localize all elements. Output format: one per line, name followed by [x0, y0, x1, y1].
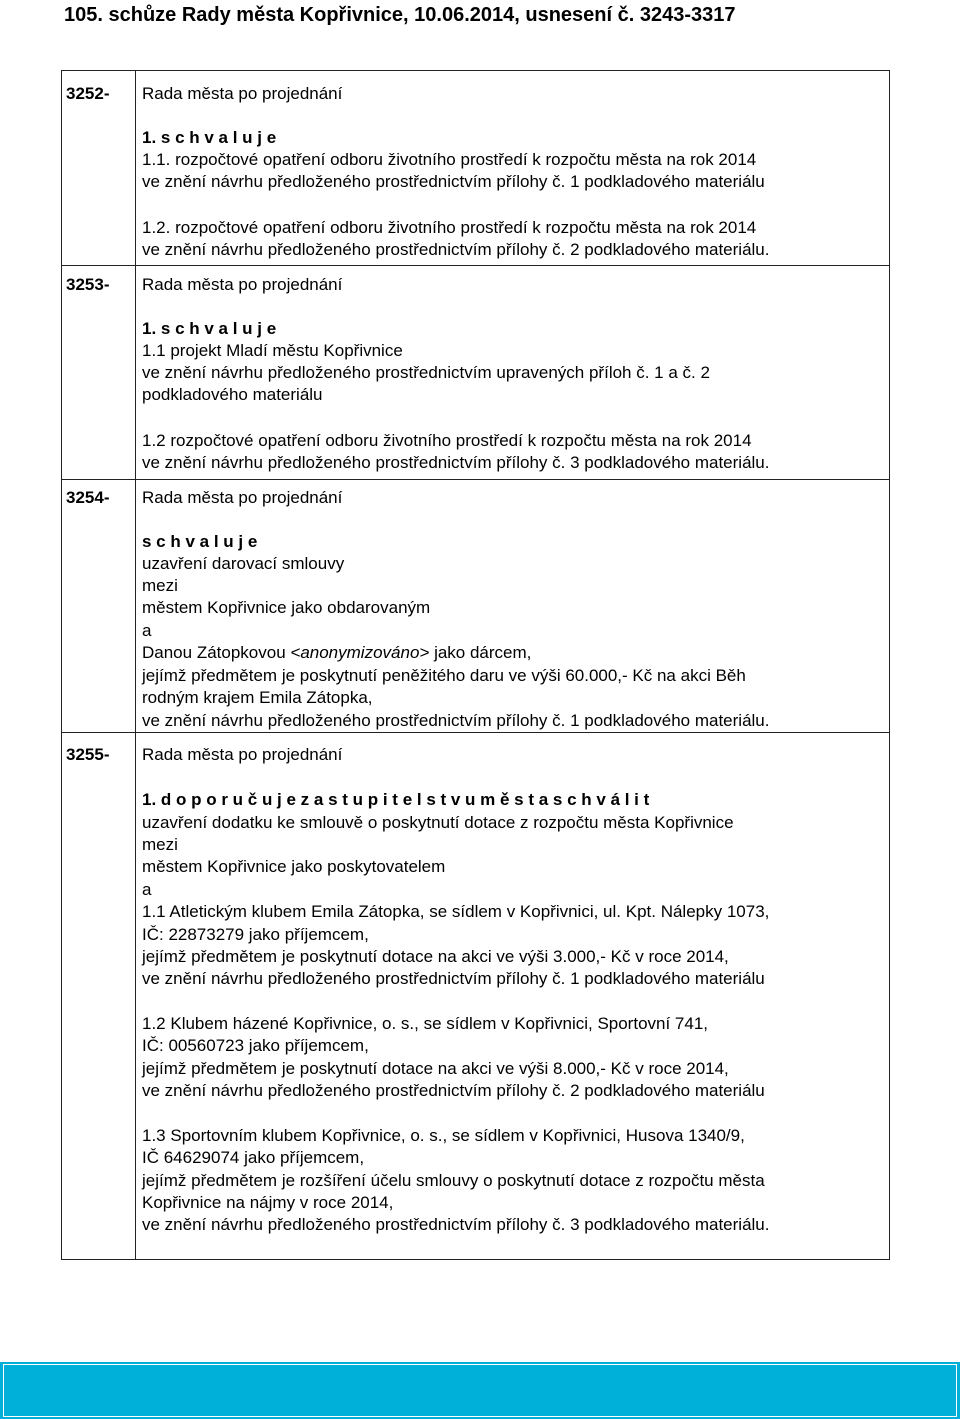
footer-band-frame — [3, 1364, 957, 1417]
resolution-text: Kopřivnice na nájmy v roce 2014, — [142, 1193, 394, 1212]
resolution-number: 3254- — [66, 488, 110, 507]
resolution-text: ve znění návrhu předloženého prostřednictvím přílohy č. 1 podkladového materiálu — [142, 969, 765, 988]
resolution-text: uzavření dodatku ke smlouvě o poskytnutí dotace z rozpočtu města Kopřivnice — [142, 813, 734, 832]
anonymized-value: <anonymizováno> — [290, 643, 430, 662]
document-title: 105. schůze Rady města Kopřivnice, 10.06.2014, usnesení č. 3243-3317 — [64, 4, 736, 26]
resolution-text: 1.2 rozpočtové opatření odboru životního prostředí k rozpočtu města na rok 2014 — [142, 431, 752, 450]
resolution-text: podkladového materiálu — [142, 385, 323, 404]
row-divider — [62, 479, 889, 480]
donor-name: Danou Zátopkovou — [142, 643, 286, 662]
resolution-intro: Rada města po projednání — [142, 275, 343, 294]
resolution-text: ve znění návrhu předloženého prostřednictvím přílohy č. 1 podkladového materiálu — [142, 172, 765, 191]
resolution-verb: s c h v a l u j e — [142, 532, 258, 551]
resolution-intro: Rada města po projednání — [142, 488, 343, 507]
resolution-text: 1.2 Klubem házené Kopřivnice, o. s., se sídlem v Kopřivnici, Sportovní 741, — [142, 1014, 709, 1033]
resolution-text: uzavření darovací smlouvy — [142, 554, 345, 573]
donor-line — [142, 642, 531, 664]
resolution-text: ve znění návrhu předloženého prostřednictvím přílohy č. 2 podkladového materiálu — [142, 1081, 765, 1100]
resolution-text: ve znění návrhu předloženého prostřednictvím přílohy č. 1 podkladového materiálu. — [142, 711, 770, 730]
resolution-text: jejímž předmětem je poskytnutí dotace na akci ve výši 3.000,- Kč v roce 2014, — [142, 947, 729, 966]
resolution-text: jejímž předmětem je poskytnutí peněžitého daru ve výši 60.000,- Kč na akci Běh — [142, 666, 746, 685]
footer-band — [0, 1362, 960, 1419]
resolution-text: jejímž předmětem je rozšíření účelu smlouvy o poskytnutí dotace z rozpočtu města — [142, 1171, 765, 1190]
resolution-verb: 1. s c h v a l u j e — [142, 319, 277, 338]
resolution-intro: Rada města po projednání — [142, 84, 343, 103]
resolution-text: IČ: 00560723 jako příjemcem, — [142, 1036, 369, 1055]
row-divider — [62, 732, 889, 733]
resolutions-table — [61, 70, 890, 1260]
column-divider — [135, 71, 136, 1259]
resolution-text: IČ 64629074 jako příjemcem, — [142, 1148, 365, 1167]
resolution-text: mezi — [142, 835, 178, 854]
resolution-text: městem Kopřivnice jako obdarovaným — [142, 598, 431, 617]
resolution-text: 1.1 Atletickým klubem Emila Zátopka, se sídlem v Kopřivnici, ul. Kpt. Nálepky 1073, — [142, 902, 770, 921]
resolution-number: 3253- — [66, 275, 110, 294]
resolution-text: ve znění návrhu předloženého prostřednictvím upravených příloh č. 1 a č. 2 — [142, 363, 710, 382]
donor-role: jako dárcem, — [434, 643, 532, 662]
resolution-text: 1.1 projekt Mladí městu Kopřivnice — [142, 341, 403, 360]
resolution-text: rodným krajem Emila Zátopka, — [142, 688, 373, 707]
resolution-verb: 1. s c h v a l u j e — [142, 128, 277, 147]
resolution-verb: 1. d o p o r u č u j e z a s t u p i t e l s t v u m ě s t a s c h v á l i t — [142, 790, 650, 809]
resolution-text: 1.1. rozpočtové opatření odboru životního prostředí k rozpočtu města na rok 2014 — [142, 150, 757, 169]
resolution-text: 1.3 Sportovním klubem Kopřivnice, o. s., se sídlem v Kopřivnici, Husova 1340/9, — [142, 1126, 745, 1145]
resolution-text: mezi — [142, 576, 178, 595]
resolution-text: a — [142, 880, 152, 899]
resolution-text: ve znění návrhu předloženého prostřednictvím přílohy č. 3 podkladového materiálu. — [142, 453, 770, 472]
resolution-number: 3255- — [66, 745, 110, 764]
resolution-number: 3252- — [66, 84, 110, 103]
resolution-text: IČ: 22873279 jako příjemcem, — [142, 925, 369, 944]
resolution-text: městem Kopřivnice jako poskytovatelem — [142, 857, 446, 876]
resolution-text: ve znění návrhu předloženého prostřednictvím přílohy č. 3 podkladového materiálu. — [142, 1215, 770, 1234]
resolution-intro: Rada města po projednání — [142, 745, 343, 764]
resolution-text: ve znění návrhu předloženého prostřednictvím přílohy č. 2 podkladového materiálu. — [142, 240, 770, 259]
resolution-text: 1.2. rozpočtové opatření odboru životního prostředí k rozpočtu města na rok 2014 — [142, 218, 757, 237]
resolution-text: a — [142, 621, 152, 640]
row-divider — [62, 265, 889, 266]
resolution-text: jejímž předmětem je poskytnutí dotace na akci ve výši 8.000,- Kč v roce 2014, — [142, 1059, 729, 1078]
